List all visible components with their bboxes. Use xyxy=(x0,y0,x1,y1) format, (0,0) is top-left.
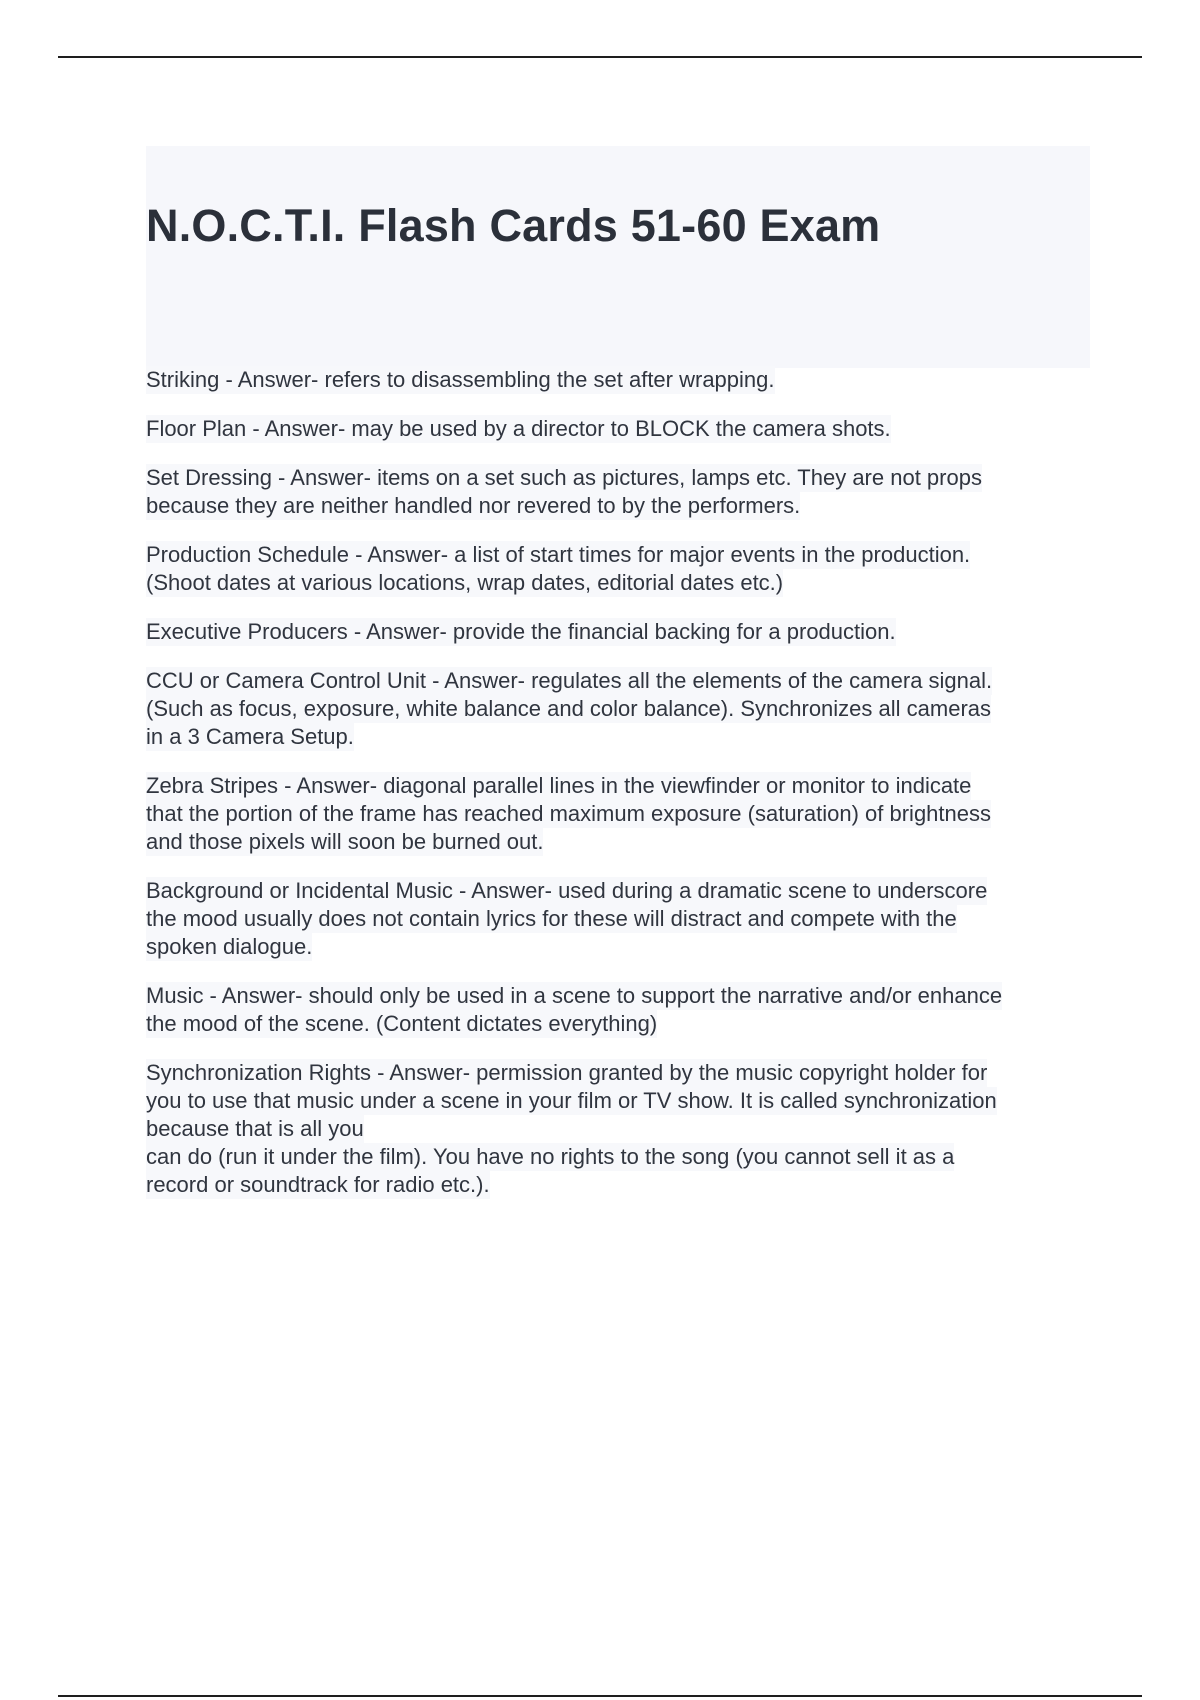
entry-line: Executive Producers - Answer- provide the financial backing for a production. xyxy=(146,619,896,644)
entry-line: Zebra Stripes - Answer- diagonal parallel lines in the viewfinder or monitor to indicate xyxy=(146,773,972,798)
entry-line: you to use that music under a scene in your film or TV show. It is called synchronization xyxy=(146,1088,997,1113)
title-band xyxy=(146,146,1090,368)
entry-line: Floor Plan - Answer- may be used by a director to BLOCK the camera shots. xyxy=(146,416,891,441)
entry-line: Background or Incidental Music - Answer- used during a dramatic scene to underscore xyxy=(146,878,988,903)
flashcard-entry xyxy=(146,415,1096,443)
flashcard-entry xyxy=(146,772,1096,856)
flashcard-entry xyxy=(146,541,1096,597)
flashcard-entry xyxy=(146,982,1096,1038)
entry-line: that the portion of the frame has reached maximum exposure (saturation) of brightness xyxy=(146,801,991,826)
bottom-rule xyxy=(58,1695,1142,1697)
entry-line: can do (run it under the film). You have no rights to the song (you cannot sell it as a xyxy=(146,1144,955,1169)
entry-line: Set Dressing - Answer- items on a set such as pictures, lamps etc. They are not props xyxy=(146,465,982,490)
entry-line: spoken dialogue. xyxy=(146,934,313,959)
entry-line: (Such as focus, exposure, white balance and color balance). Synchronizes all cameras xyxy=(146,696,992,721)
entry-line: record or soundtrack for radio etc.). xyxy=(146,1172,490,1197)
entry-line: (Shoot dates at various locations, wrap dates, editorial dates etc.) xyxy=(146,570,784,595)
flashcard-entry xyxy=(146,667,1096,751)
document-title: N.O.C.T.I. Flash Cards 51-60 Exam xyxy=(146,200,881,251)
flashcard-entry xyxy=(146,464,1096,520)
entry-line: Striking - Answer- refers to disassembling the set after wrapping. xyxy=(146,367,775,392)
entry-line: because they are neither handled nor revered to by the performers. xyxy=(146,493,801,518)
flashcard-list xyxy=(146,366,1096,1220)
entry-line: Music - Answer- should only be used in a scene to support the narrative and/or enhance xyxy=(146,983,1003,1008)
flashcard-entry xyxy=(146,1059,1096,1199)
flashcard-entry xyxy=(146,366,1096,394)
flashcard-entry xyxy=(146,877,1096,961)
entry-line: because that is all you xyxy=(146,1116,364,1141)
entry-line: CCU or Camera Control Unit - Answer- regulates all the elements of the camera signal. xyxy=(146,668,993,693)
entry-line: the mood of the scene. (Content dictates everything) xyxy=(146,1011,658,1036)
entry-line: in a 3 Camera Setup. xyxy=(146,724,354,749)
flashcard-entry xyxy=(146,618,1096,646)
entry-line: Production Schedule - Answer- a list of start times for major events in the production. xyxy=(146,542,971,567)
entry-line: Synchronization Rights - Answer- permission granted by the music copyright holder for xyxy=(146,1060,988,1085)
entry-line: the mood usually does not contain lyrics for these will distract and compete with the xyxy=(146,906,957,931)
top-rule xyxy=(58,56,1142,58)
entry-line: and those pixels will soon be burned out. xyxy=(146,829,544,854)
